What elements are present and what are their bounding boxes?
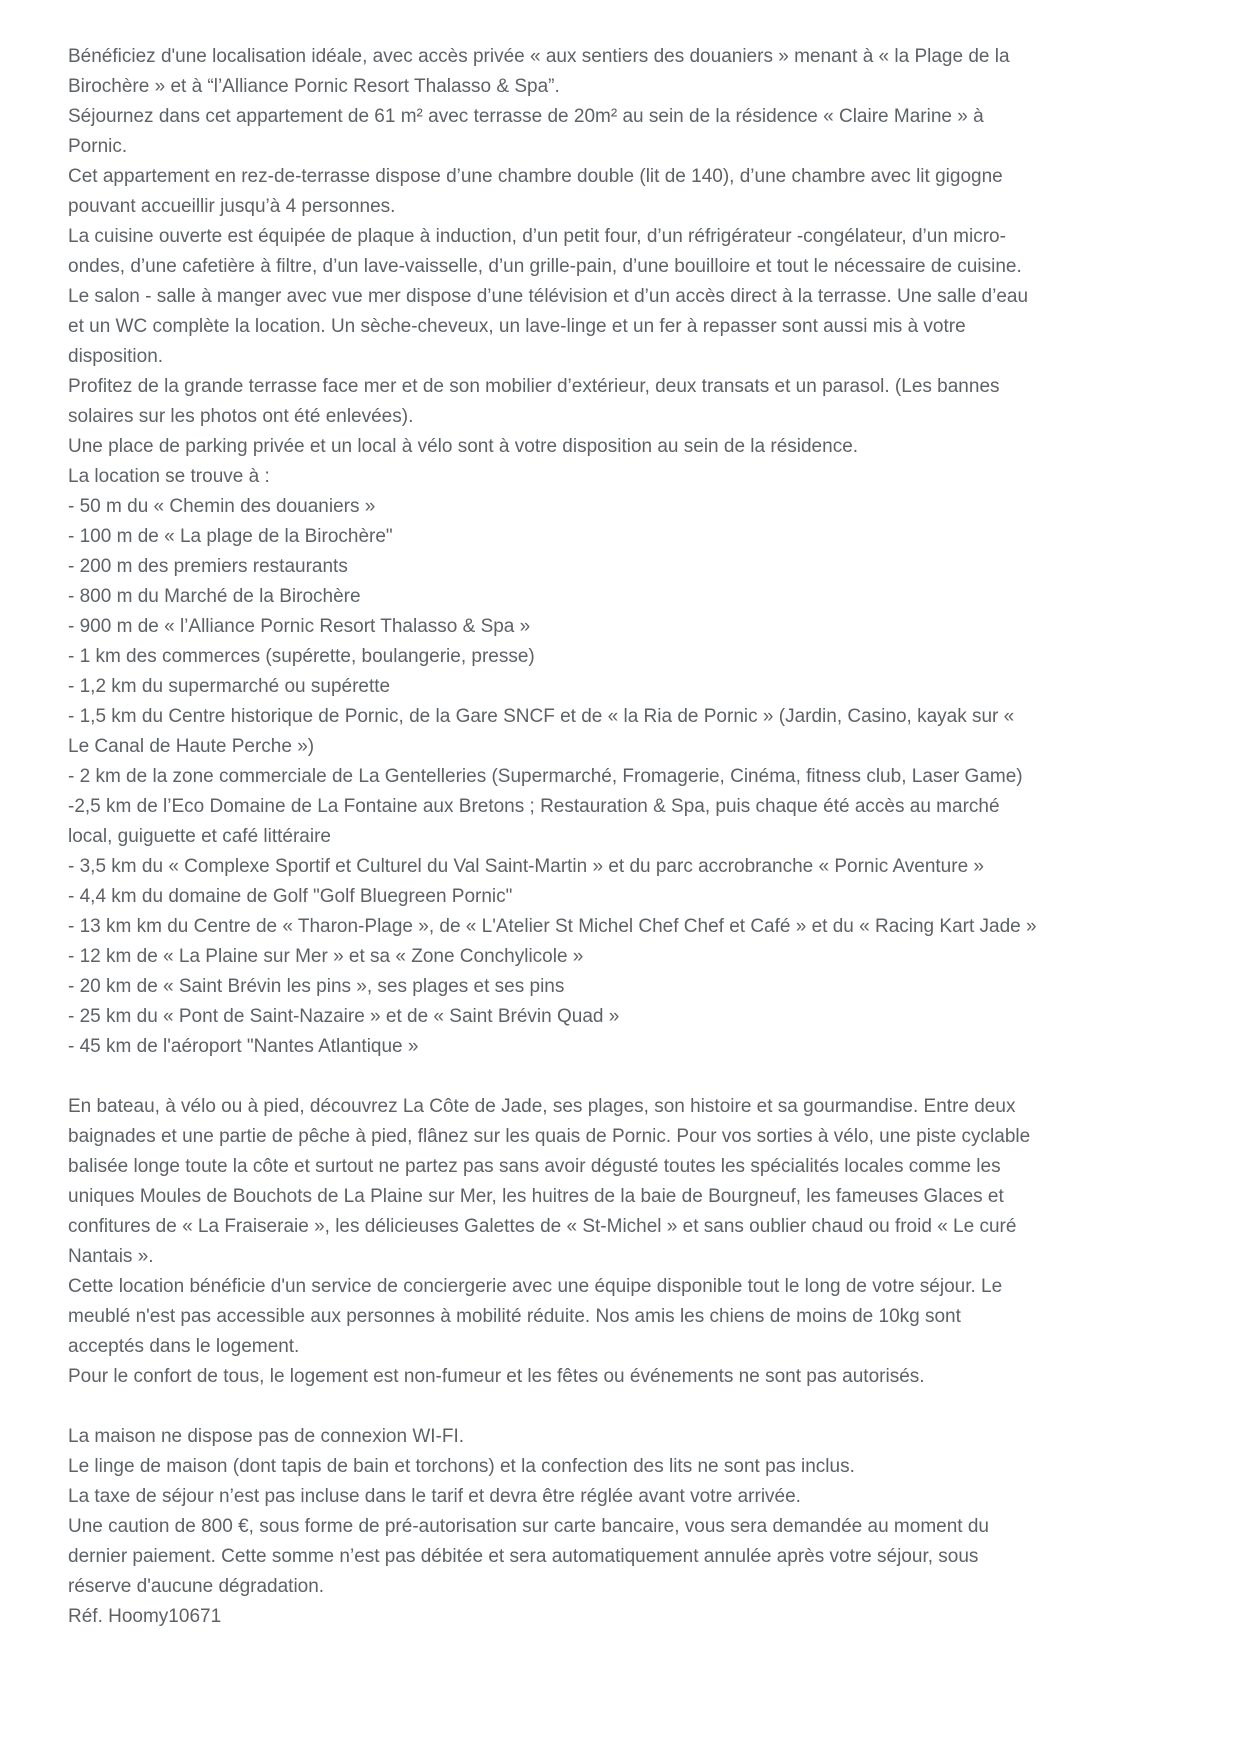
paragraph: - 1,5 km du Centre historique de Pornic, de la Gare SNCF et de « la Ria de Pornic » (Jardin, Casino, kayak sur « Le Canal de Haute Perche ») [68,706,1020,757]
paragraph: En bateau, à vélo ou à pied, découvrez La Côte de Jade, ses plages, son histoire et sa gourmandise. Entre deux baignades et une partie de pêche à pied, flânez sur les quais de Pornic. Pour vos sorties à vélo, une piste cyclable balisée longe toute la côte et surtout ne partez pas sans avoir dégusté toutes les spécialités locales comme les uniques Moules de Bouchots de La Plaine sur Mer, les huitres de la baie de Bourgneuf, les fameuses Glaces et confitures de « La Fraiseraie », les délicieuses Galettes de « St-Michel » et sans oublier chaud ou froid « Le curé Nantais ». [68,1096,1036,1267]
paragraph-spacer [68,1392,1040,1422]
paragraph: Le linge de maison (dont tapis de bain et torchons) et la confection des lits ne sont pas inclus. [68,1456,855,1477]
paragraph: - 100 m de « La plage de la Birochère" [68,526,393,547]
paragraph: La maison ne dispose pas de connexion WI-FI. [68,1426,465,1447]
paragraph: -2,5 km de l’Eco Domaine de La Fontaine aux Bretons ; Restauration & Spa, puis chaque été accès au marché local, guiguette et café littéraire [68,796,1005,847]
paragraph: - 4,4 km du domaine de Golf "Golf Bluegreen Pornic" [68,886,513,907]
paragraph: - 900 m de « l’Alliance Pornic Resort Thalasso & Spa » [68,616,531,637]
document-body [68,42,1040,1632]
paragraph: - 1 km des commerces (supérette, boulangerie, presse) [68,646,535,667]
paragraph: Une place de parking privée et un local à vélo sont à votre disposition au sein de la résidence. [68,436,859,457]
paragraph: Profitez de la grande terrasse face mer et de son mobilier d’extérieur, deux transats et un parasol. (Les bannes solaires sur les photos ont été enlevées). [68,376,1005,427]
paragraph: - 800 m du Marché de la Birochère [68,586,361,607]
paragraph: - 20 km de « Saint Brévin les pins », ses plages et ses pins [68,976,565,997]
paragraph: Réf. Hoomy10671 [68,1606,222,1627]
paragraph: - 13 km km du Centre de « Tharon-Plage », de « L'Atelier St Michel Chef Chef et Café » et du « Racing Kart Jade » [68,916,1037,937]
paragraph: Cette location bénéficie d'un service de conciergerie avec une équipe disponible tout le long de votre séjour. Le meublé n'est pas accessible aux personnes à mobilité réduite. Nos amis les chiens de moins de 10kg sont acceptés dans le logement. [68,1276,1008,1357]
paragraph: - 3,5 km du « Complexe Sportif et Culturel du Val Saint-Martin » et du parc accrobranche « Pornic Aventure » [68,856,984,877]
paragraph: La cuisine ouverte est équipée de plaque à induction, d’un petit four, d’un réfrigérateur -congélateur, d’un micro-ondes, d’une cafetière à filtre, d’un lave-vaisselle, d’un grille-pain, d’une bouilloire et tout le nécessaire de cuisine. Le salon - salle à manger avec vue mer dispose d’une télévision et d’un accès direct à la terrasse. Une salle d’eau et un WC complète la location. Un sèche-cheveux, un lave-linge et un fer à repasser sont aussi mis à votre disposition. [68,226,1034,367]
paragraph: - 50 m du « Chemin des douaniers » [68,496,376,517]
paragraph: - 200 m des premiers restaurants [68,556,348,577]
paragraph: La taxe de séjour n’est pas incluse dans le tarif et devra être réglée avant votre arrivée. [68,1486,801,1507]
paragraph: La location se trouve à : [68,466,270,487]
paragraph: Séjournez dans cet appartement de 61 m² avec terrasse de 20m² au sein de la résidence « Claire Marine » à Pornic. [68,106,989,157]
paragraph-spacer [68,1062,1040,1092]
paragraph: Une caution de 800 €, sous forme de pré-autorisation sur carte bancaire, vous sera demandée au moment du dernier paiement. Cette somme n’est pas débitée et sera automatiquement annulée après votre séjour, sous réserve d'aucune dégradation. [68,1516,995,1597]
paragraph: Pour le confort de tous, le logement est non-fumeur et les fêtes ou événements ne sont pas autorisés. [68,1366,925,1387]
paragraph: - 1,2 km du supermarché ou supérette [68,676,391,697]
paragraph: - 12 km de « La Plaine sur Mer » et sa « Zone Conchylicole » [68,946,584,967]
paragraph: - 2 km de la zone commerciale de La Gentelleries (Supermarché, Fromagerie, Cinéma, fitness club, Laser Game) [68,766,1023,787]
paragraph: Bénéficiez d'une localisation idéale, avec accès privée « aux sentiers des douaniers » menant à « la Plage de la Birochère » et à “l’Alliance Pornic Resort Thalasso & Spa”. [68,46,1015,97]
paragraph: - 25 km du « Pont de Saint-Nazaire » et de « Saint Brévin Quad » [68,1006,620,1027]
paragraph: Cet appartement en rez-de-terrasse dispose d’une chambre double (lit de 140), d’une chambre avec lit gigogne pouvant accueillir jusqu’à 4 personnes. [68,166,1008,217]
paragraph: - 45 km de l'aéroport "Nantes Atlantique » [68,1036,419,1057]
